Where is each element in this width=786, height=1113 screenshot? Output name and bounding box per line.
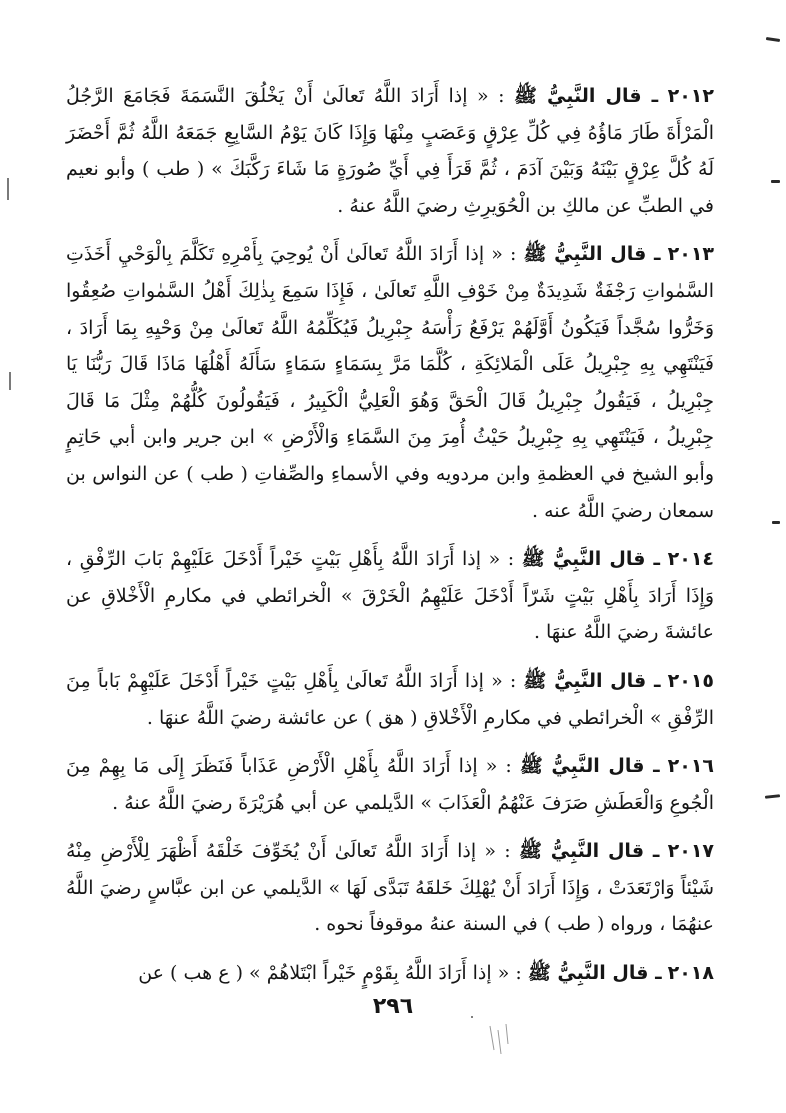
binding-shadow — [7, 178, 9, 200]
entry-text: : « إذا أَرَادَ اللَّهُ تَعالَىٰ أَنْ يَخْلُقَ النَّسَمَةَ فَجَامَعَ الرَّجُلُ الْمَرْأَةَ طَارَ مَاؤُهُ فِي كُلِّ عِرْقٍ وَعَصَبٍ مِنْهَا وَإِذَا كَانَ يَوْمُ السَّابِعِ جَمَعَهُ اللَّهُ ثُمَّ أَحْضَرَ لَهُ كُلَّ عِرْقٍ بَيْنَهُ وَبَيْنَ آدَمَ ، ثُمَّ قَرَأَ فِي أَيِّ صُورَةٍ مَا شَاءَ رَكَّبَكَ » ( طب ) وأبو نعيم في الطبِّ عن مالكِ بن الْحُوَيرِثِ رضيَ اللَّهُ عنهُ . — [66, 85, 714, 217]
entry-intro: قال النَّبِيُّ ﷺ — [523, 243, 647, 266]
entry-number: ٢٠١٥ — [667, 669, 715, 692]
entry-intro: قال النَّبِيُّ ﷺ — [514, 85, 642, 107]
page-number: ٢٩٦ — [372, 994, 414, 1019]
entry-number: ٢٠١٧ — [667, 840, 715, 863]
hadith-entry: ٢٠١٧ ـ قال النَّبِيُّ ﷺ : « إذا أَرَادَ اللَّهُ تَعالَىٰ أَنْ يُخَوِّفَ خَلْقَهُ أَظْهَرَ لِلْأَرْضِ مِنْهُ شَيْئاً وَارْتَعَدَتْ ، وَإِذَا أَرَادَ أَنْ يُهْلِكَ خَلقَهُ تَبَدَّى لَهَا » الدَّيلمي عن ابن عبَّاسٍ رضيَ اللَّهُ عنهُمَا ، ورواه ( طب ) في السنة عنهُ موقوفاً نحوه . — [66, 840, 715, 936]
entry-text: : « إذا أَرَادَ اللَّهُ تَعالَىٰ بِأَهْلِ بَيْتٍ خَيْراً أَدْخَلَ عَلَيْهِمْ بَاباً مِنَ الرِّفْقِ » الْخرائطي في مكارمِ الْأَخْلاقِ ( هق ) عن عائشة رضيَ اللَّهُ عنهَا . — [66, 669, 714, 729]
entry-number: ٢٠١٦ — [667, 755, 715, 778]
margin-mark — [771, 180, 780, 183]
entry-number: ٢٠١٢ — [667, 85, 714, 107]
entry-text: : « إذا أَرَادَ اللَّهُ بِأَهْلِ الْأَرْضِ عَذَاباً فَنَظَرَ إِلَى مَا بِهِمْ مِنَ الْجُوعِ وَالْعَطَشِ صَرَفَ عَنْهُمُ الْعَذَابَ » الدَّيلمي عن أبي هُرَيْرَةَ رضيَ اللَّهُ عنهُ . — [66, 755, 714, 814]
margin-mark — [765, 794, 780, 799]
entry-text: : « إذا أَرَادَ اللَّهُ بِقَوْمٍ خَيْراً ابْتَلاهُمْ » ( ع هب ) عن — [138, 962, 522, 985]
scan-speck — [471, 1016, 473, 1018]
entry-number: ٢٠١٨ — [667, 962, 714, 985]
pencil-scribble — [486, 1020, 516, 1060]
entry-intro: قال النَّبِيُّ ﷺ — [521, 548, 646, 571]
entry-intro: قال النَّبِيُّ ﷺ — [518, 840, 645, 863]
margin-mark — [766, 37, 780, 42]
hadith-entry: ٢٠١٥ ـ قال النَّبِيُّ ﷺ : « إذا أَرَادَ اللَّهُ تَعالَىٰ بِأَهْلِ بَيْتٍ خَيْراً أَدْخَلَ عَلَيْهِمْ بَاباً مِنَ الرِّفْقِ » الْخرائطي في مكارمِ الْأَخْلاقِ ( هق ) عن عائشة رضيَ اللَّهُ عنهَا . — [66, 669, 715, 729]
hadith-entry: ٢٠١٦ ـ قال النَّبِيُّ ﷺ : « إذا أَرَادَ اللَّهُ بِأَهْلِ الْأَرْضِ عَذَاباً فَنَظَرَ إِلَى مَا بِهِمْ مِنَ الْجُوعِ وَالْعَطَشِ صَرَفَ عَنْهُمُ الْعَذَابَ » الدَّيلمي عن أبي هُرَيْرَةَ رضيَ اللَّهُ عنهُ . — [66, 755, 715, 814]
binding-shadow — [9, 372, 11, 390]
hadith-entry: ٢٠١٨ ـ قال النَّبِيُّ ﷺ : « إذا أَرَادَ اللَّهُ بِقَوْمٍ خَيْراً ابْتَلاهُمْ » ( ع هب ) عن — [138, 962, 714, 985]
entry-number: ٢٠١٣ — [667, 243, 715, 266]
entry-intro: قال النَّبِيُّ ﷺ — [519, 755, 645, 778]
hadith-entry: ٢٠١٣ ـ قال النَّبِيُّ ﷺ : « إذا أَرَادَ اللَّهُ تَعالَىٰ أَنْ يُوحِيَ بِأَمْرِهِ تَكَلَّمَ بِالْوَحْيِ أَخَذَتِ السَّمٰواتِ رَجْفَةٌ شَدِيدَةٌ مِنْ خَوْفِ اللَّهِ تَعالَىٰ ، فَإِذَا سَمِعَ بِذٰلِكَ أَهْلُ السَّمٰواتِ صُعِقُوا وَخَرُّوا سُجَّداً فَيَكُونُ أَوَّلَهُمْ يَرْفَعُ رَأْسَهُ جِبْرِيلُ فَيُكَلِّمُهُ اللَّهُ تَعالَىٰ مِنْ وَحْيِهِ بِمَا أَرَادَ ، فَيَنْتَهِي بِهِ جِبْرِيلُ عَلَى الْمَلائِكَةِ ، كُلَّمَا مَرَّ بِسَمَاءٍ سَمَاءٍ سَأَلَهُ أَهْلُهَا مَاذَا قَالَ رَبُّنَا يَا جِبْرِيلُ ، فَيَقُولُ جِبْرِيلُ قَالَ الْحَقَّ وَهُوَ الْعَلِيُّ الْكَبِيرُ ، فَيَقُولُونَ كُلُّهُمْ مِثْلَ مَا قَالَ جِبْرِيلُ ، فَيَنْتَهِي بِهِ جِبْرِيلُ حَيْثُ أُمِرَ مِنَ السَّمَاءِ وَالْأَرْضِ » ابن جرير وابن أبي حَاتِمٍ وأبو الشيخ في العظمةِ وابن مردويه وفي الأسماءِ والصِّفاتِ ( طب ) عن النواس بن سمعان رضيَ اللَّهُ عنه . — [66, 243, 715, 522]
entry-intro: قال النَّبِيُّ ﷺ — [523, 669, 647, 692]
hadith-entry: ٢٠١٤ ـ قال النَّبِيُّ ﷺ : « إذا أَرَادَ اللَّهُ بِأَهْلِ بَيْتٍ خَيْراً أَدْخَلَ عَلَيْهِمْ بَابَ الرِّفْقِ ، وَإِذَا أَرَادَ بِأَهْلِ بَيْتٍ شَرّاً أَدْخَلَ عَلَيْهِمُ الْخَرْقَ » الْخرائطي في مكارمِ الْأَخْلاقِ عن عائشةَ رضيَ اللَّهُ عنهَا . — [66, 548, 715, 644]
hadith-entries — [66, 78, 714, 1004]
entry-text: : « إذا أَرَادَ اللَّهُ تَعالَىٰ أَنْ يُوحِيَ بِأَمْرِهِ تَكَلَّمَ بِالْوَحْيِ أَخَذَتِ السَّمٰواتِ رَجْفَةٌ شَدِيدَةٌ مِنْ خَوْفِ اللَّهِ تَعالَىٰ ، فَإِذَا سَمِعَ بِذٰلِكَ أَهْلُ السَّمٰواتِ صُعِقُوا وَخَرُّوا سُجَّداً فَيَكُونُ أَوَّلَهُمْ يَرْفَعُ رَأْسَهُ جِبْرِيلُ فَيُكَلِّمُهُ اللَّهُ تَعالَىٰ مِنْ وَحْيِهِ بِمَا أَرَادَ ، فَيَنْتَهِي بِهِ جِبْرِيلُ عَلَى الْمَلائِكَةِ ، كُلَّمَا مَرَّ بِسَمَاءٍ سَمَاءٍ سَأَلَهُ أَهْلُهَا مَاذَا قَالَ رَبُّنَا يَا جِبْرِيلُ ، فَيَقُولُ جِبْرِيلُ قَالَ الْحَقَّ وَهُوَ الْعَلِيُّ الْكَبِيرُ ، فَيَقُولُونَ كُلُّهُمْ مِثْلَ مَا قَالَ جِبْرِيلُ ، فَيَنْتَهِي بِهِ جِبْرِيلُ حَيْثُ أُمِرَ مِنَ السَّمَاءِ وَالْأَرْضِ » ابن جرير وابن أبي حَاتِمٍ وأبو الشيخ في العظمةِ وابن مردويه وفي الأسماءِ والصِّفاتِ ( طب ) عن النواس بن سمعان رضيَ اللَّهُ عنه . — [66, 243, 714, 522]
entry-text: : « إذا أَرَادَ اللَّهُ بِأَهْلِ بَيْتٍ خَيْراً أَدْخَلَ عَلَيْهِمْ بَابَ الرِّفْقِ ، وَإِذَا أَرَادَ بِأَهْلِ بَيْتٍ شَرّاً أَدْخَلَ عَلَيْهِمُ الْخَرْقَ » الْخرائطي في مكارمِ الْأَخْلاقِ عن عائشةَ رضيَ اللَّهُ عنهَا . — [66, 548, 714, 644]
margin-mark — [772, 521, 780, 524]
entry-intro: قال النَّبِيُّ ﷺ — [527, 962, 649, 985]
entry-number: ٢٠١٤ — [667, 548, 715, 571]
entry-text: : « إذا أَرَادَ اللَّهُ تَعالَىٰ أَنْ يُخَوِّفَ خَلْقَهُ أَظْهَرَ لِلْأَرْضِ مِنْهُ شَيْئاً وَارْتَعَدَتْ ، وَإِذَا أَرَادَ أَنْ يُهْلِكَ خَلقَهُ تَبَدَّى لَهَا » الدَّيلمي عن ابن عبَّاسٍ رضيَ اللَّهُ عنهُمَا ، ورواه ( طب ) في السنة عنهُ موقوفاً نحوه . — [66, 840, 714, 936]
hadith-entry: ٢٠١٢ ـ قال النَّبِيُّ ﷺ : « إذا أَرَادَ اللَّهُ تَعالَىٰ أَنْ يَخْلُقَ النَّسَمَةَ فَجَامَعَ الرَّجُلُ الْمَرْأَةَ طَارَ مَاؤُهُ فِي كُلِّ عِرْقٍ وَعَصَبٍ مِنْهَا وَإِذَا كَانَ يَوْمُ السَّابِعِ جَمَعَهُ اللَّهُ ثُمَّ أَحْضَرَ لَهُ كُلَّ عِرْقٍ بَيْنَهُ وَبَيْنَ آدَمَ ، ثُمَّ قَرَأَ فِي أَيِّ صُورَةٍ مَا شَاءَ رَكَّبَكَ » ( طب ) وأبو نعيم في الطبِّ عن مالكِ بن الْحُوَيرِثِ رضيَ اللَّهُ عنهُ . — [66, 85, 714, 217]
